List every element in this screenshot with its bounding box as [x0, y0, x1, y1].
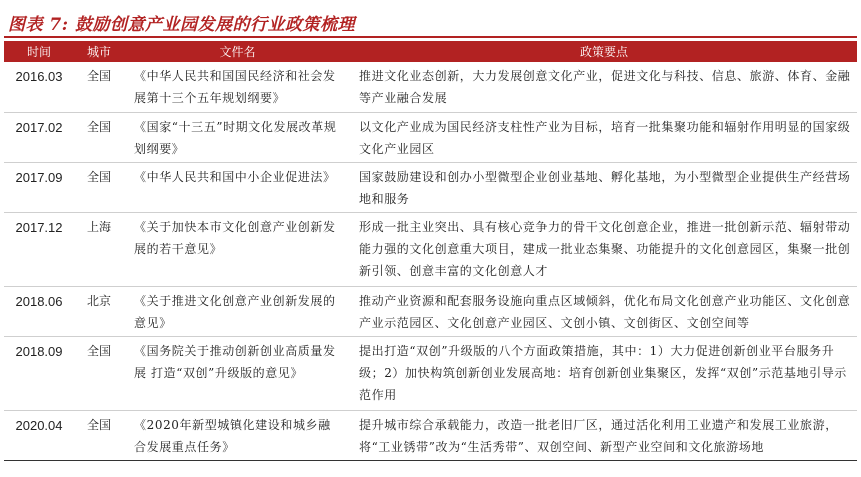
cell-file: 《关于推进文化创意产业创新发展的意见》	[134, 293, 336, 330]
cell-time: 2018.06	[15, 293, 63, 309]
cell-points: 以文化产业成为国民经济支柱性产业为目标，培育一批集聚功能和辐射作用明显的国家级文化产业园区	[359, 119, 851, 156]
col-header-file: 文件名	[124, 41, 351, 62]
cell-city: 北京	[86, 293, 111, 308]
figure-title: 图表 7: 鼓励创意产业园发展的行业政策梳理	[8, 15, 355, 35]
cell-points: 推进文化业态创新，大力发展创意文化产业，促进文化与科技、信息、旅游、体育、金融等产业融合发展	[359, 69, 851, 105]
cell-points: 提出打造“双创”升级版的八个方面政策措施，其中：1）大力促进创新创业平台服务升级；2）加快构筑创新创业发展高地：培育创新创业集聚区，发挥“双创”示范基地引导示范作用	[359, 343, 847, 402]
cell-city: 上海	[86, 219, 111, 234]
cell-time: 2017.02	[15, 119, 63, 135]
cell-city: 全国	[86, 417, 111, 432]
figure-header	[4, 4, 857, 38]
cell-city: 全国	[86, 169, 111, 184]
cell-city: 全国	[86, 119, 111, 134]
cell-time: 2020.04	[15, 417, 63, 433]
cell-time: 2016.03	[15, 69, 63, 84]
table-row	[4, 410, 857, 460]
col-header-points: 政策要点	[351, 41, 857, 62]
cell-file: 《2020年新型城镇化建设和城乡融合发展重点任务》	[134, 417, 331, 454]
cell-points: 推动产业资源和配套服务设施向重点区域倾斜，优化布局文化创意产业功能区、文化创意产业示范园区、文化创意产业园区、文创小镇、文创街区、文创空间等	[359, 293, 851, 330]
policy-table	[4, 41, 857, 461]
table-row	[4, 336, 857, 410]
cell-time: 2017.09	[15, 169, 63, 185]
cell-points: 国家鼓励建设和创办小型微型企业创业基地、孵化基地，为小型微型企业提供生产经营场地和服务	[359, 169, 851, 206]
col-header-time: 时间	[4, 41, 74, 62]
cell-time: 2018.09	[15, 343, 63, 359]
cell-file: 《关于加快本市文化创意产业创新发展的若干意见》	[134, 219, 336, 256]
cell-file: 《国家“十三五”时期文化发展改革规划纲要》	[134, 119, 337, 156]
cell-city: 全国	[86, 69, 111, 83]
cell-points: 提升城市综合承载能力，改造一批老旧厂区，通过活化利用工业遗产和发展工业旅游，将“工业锈带”改为“生活秀带”、双创空间、新型产业空间和文化旅游场地	[359, 417, 838, 454]
cell-file: 《中华人民共和国中小企业促进法》	[134, 169, 336, 184]
cell-time: 2017.12	[15, 219, 63, 235]
table-header-row	[4, 41, 857, 62]
cell-file: 《国务院关于推动创新创业高质量发展 打造“双创”升级版的意见》	[134, 343, 336, 380]
table-row	[4, 286, 857, 336]
table-row	[4, 112, 857, 162]
table-row	[4, 62, 857, 112]
cell-city: 全国	[86, 343, 111, 358]
cell-points: 形成一批主业突出、具有核心竞争力的骨干文化创意企业，推进一批创新示范、辐射带动能力强的文化创意重大项目，建成一批业态集聚、功能提升的文化创意园区，集聚一批创新引领、创意丰富的文化创意人才	[359, 219, 851, 278]
table-row	[4, 212, 857, 286]
col-header-city: 城市	[74, 41, 124, 62]
table-row	[4, 162, 857, 212]
cell-file: 《中华人民共和国国民经济和社会发展第十三个五年规划纲要》	[134, 69, 336, 105]
